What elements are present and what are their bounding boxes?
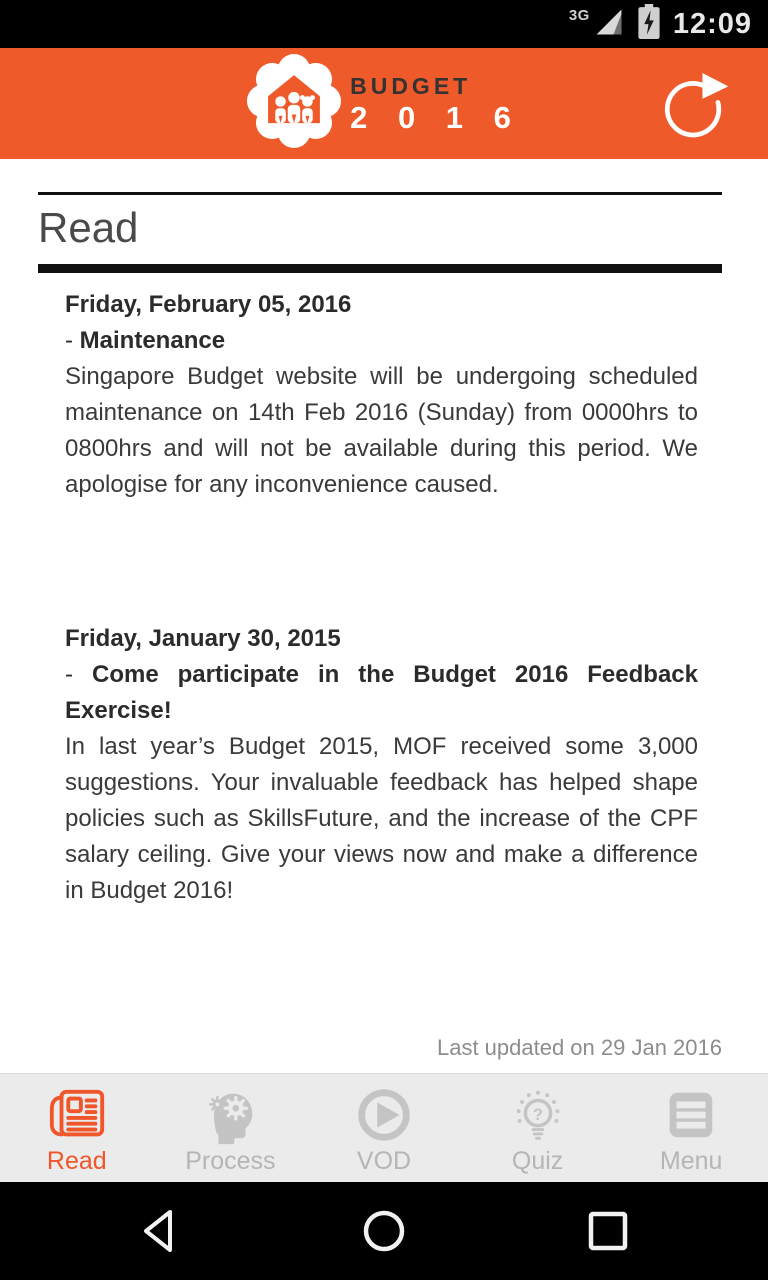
news-item-date: Friday, February 05, 2016 [65, 291, 352, 318]
news-item [65, 287, 698, 503]
newspaper-icon [46, 1084, 108, 1146]
recents-button[interactable] [582, 1205, 634, 1257]
tab-read-label: Read [46, 1147, 107, 1175]
app-title-year: 2 0 1 6 [350, 99, 522, 135]
lightbulb-question-icon [507, 1084, 569, 1146]
status-bar [0, 0, 768, 48]
bullet-dash: - [65, 661, 73, 688]
tab-process-label: Process [185, 1147, 276, 1175]
app-title-budget: BUDGET [350, 72, 472, 99]
app-header [0, 48, 768, 159]
play-circle-icon [353, 1084, 415, 1146]
bullet-dash: - [65, 327, 73, 354]
tab-quiz[interactable] [461, 1074, 615, 1182]
app-title [350, 72, 522, 135]
recents-square-icon [582, 1245, 634, 1260]
back-button[interactable] [134, 1205, 186, 1257]
page-title: Read [38, 204, 139, 251]
tab-vod[interactable] [307, 1074, 461, 1182]
tab-menu[interactable] [614, 1074, 768, 1182]
clock-time: 12:09 [672, 7, 752, 40]
svg-text:?: ? [532, 1105, 543, 1124]
tab-vod-label: VOD [356, 1147, 412, 1175]
news-item-body: In last year’s Budget 2015, MOF received some 3,000 suggestions. Your invaluable feedback has helped shape policies such as SkillsFuture, and the increase of the CPF salary ceiling. Give your views now and make a difference in Budget 2016! [65, 733, 698, 904]
budget-family-house-logo-icon [246, 53, 342, 154]
news-item-title: - Maintenance [65, 327, 226, 354]
home-circle-icon [358, 1245, 410, 1260]
tab-quiz-label: Quiz [511, 1147, 564, 1175]
news-item-date: Friday, January 30, 2015 [65, 625, 341, 652]
android-navigation-bar [0, 1182, 768, 1280]
news-item-body: Singapore Budget website will be undergoing scheduled maintenance on 14th Feb 2016 (Sunday) from 0000hrs to 0800hrs and will not be available during this period. We apologise for any inconvenience caused. [65, 363, 698, 498]
bottom-tab-bar [0, 1073, 768, 1182]
news-item-title: - Come participate in the Budget 2016 Feedback Exercise! [65, 661, 698, 724]
hamburger-menu-icon [660, 1084, 722, 1146]
last-updated-label: Last updated on 29 Jan 2016 [436, 1035, 722, 1060]
tab-read[interactable] [0, 1074, 154, 1182]
app-logo [246, 53, 522, 154]
head-gears-icon [199, 1084, 261, 1146]
tab-process[interactable] [154, 1074, 308, 1182]
refresh-icon [650, 135, 736, 150]
signal-3g-icon [593, 6, 625, 43]
network-type-label: 3G [568, 6, 590, 24]
home-button[interactable] [358, 1205, 410, 1257]
refresh-button[interactable] [650, 61, 736, 147]
battery-charging-icon [637, 4, 661, 45]
tab-menu-label: Menu [659, 1147, 723, 1175]
back-triangle-icon [134, 1245, 186, 1260]
read-content [0, 159, 768, 1073]
news-item [65, 621, 698, 909]
section-rule-bottom [38, 264, 722, 273]
